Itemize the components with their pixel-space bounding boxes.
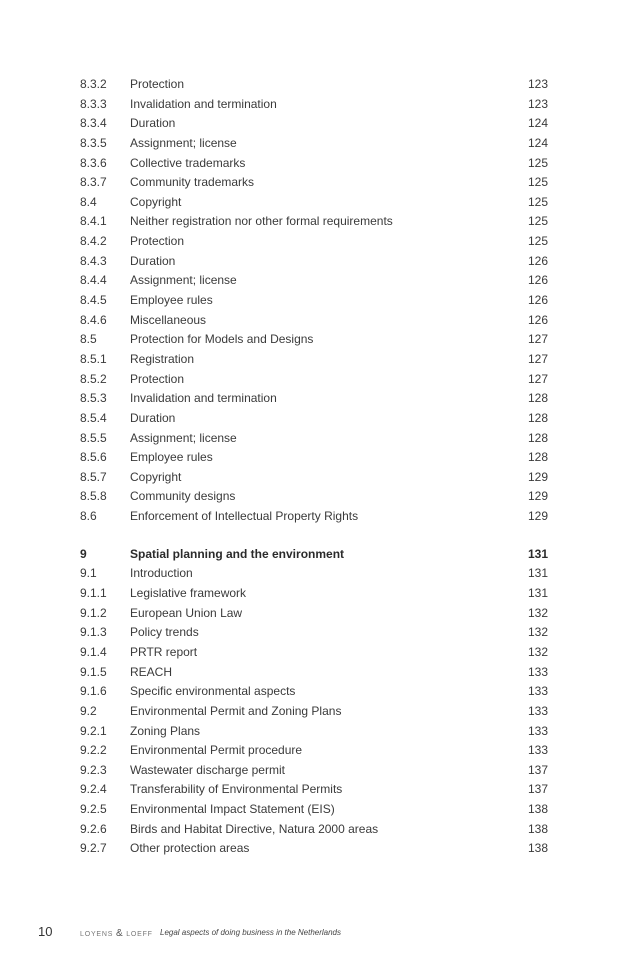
toc-row (0, 350, 638, 370)
toc-row (0, 271, 638, 291)
toc-section-title: Community trademarks (130, 175, 255, 190)
toc-section-number: 9.1 (80, 566, 97, 581)
toc-section-title: Invalidation and termination (130, 391, 277, 406)
toc-row (0, 291, 638, 311)
toc-page-number: 125 (527, 194, 548, 209)
toc-row (0, 702, 638, 722)
toc-row (0, 311, 638, 331)
toc-row (0, 448, 638, 468)
toc-section-title: Introduction (130, 566, 193, 581)
toc-row (0, 409, 638, 429)
toc-section-title: REACH (130, 664, 173, 679)
toc-page-number: 132 (527, 625, 548, 640)
toc-section-number: 9.2.1 (80, 723, 107, 738)
toc-page-number: 129 (527, 509, 548, 524)
toc-section-number: 8.5 (80, 332, 97, 347)
toc-page-number: 128 (527, 410, 548, 425)
toc-section-number: 8.5.6 (80, 450, 107, 465)
toc-section-title: Registration (130, 351, 195, 366)
toc-section-number: 9.2.6 (80, 821, 107, 836)
toc-section-title: Copyright (130, 469, 182, 484)
toc-section-title: PRTR report (130, 644, 198, 659)
toc-row (0, 370, 638, 390)
toc-page-number: 126 (527, 273, 548, 288)
toc-section-number: 9.2 (80, 703, 97, 718)
toc-section-title: Duration (130, 116, 176, 131)
toc-section-title: Miscellaneous (130, 312, 207, 327)
toc-section-number: 8.4.4 (80, 273, 107, 288)
toc-section-title: Copyright (130, 194, 182, 209)
toc-section-title: Environmental Permit procedure (130, 743, 303, 758)
toc-section-title: Neither registration nor other formal requirements (130, 214, 393, 229)
toc-section-number: 8.5.4 (80, 410, 107, 425)
book-title: Legal aspects of doing business in the Netherlands (160, 928, 342, 937)
toc-section-number: 8.4.1 (80, 214, 107, 229)
toc-row (0, 487, 638, 507)
toc-section-title: Enforcement of Intellectual Property Rights (130, 509, 359, 524)
toc-row (0, 429, 638, 449)
page-number: 10 (38, 924, 53, 939)
toc-section-number: 9.1.6 (80, 684, 107, 699)
toc-section-number: 8.4.3 (80, 253, 107, 268)
toc-section-title: Environmental Permit and Zoning Plans (130, 703, 342, 718)
toc-section-title: Community designs (130, 489, 236, 504)
toc-page-number: 125 (527, 214, 548, 229)
toc-row (0, 193, 638, 213)
toc-page-number: 133 (527, 743, 548, 758)
toc-section-number: 9.1.1 (80, 586, 107, 601)
toc-section-title: Protection (130, 371, 185, 386)
toc-page-number: 137 (527, 782, 548, 797)
toc-section-title: Assignment; license (130, 135, 237, 150)
toc-row (0, 95, 638, 115)
toc-section-number: 8.5.2 (80, 371, 107, 386)
table-of-contents (0, 75, 638, 859)
toc-section-title: European Union Law (130, 605, 243, 620)
toc-section-title: Protection (130, 234, 185, 249)
logo-right-text: LOEFF (126, 931, 153, 938)
toc-section-number: 8.5.5 (80, 430, 107, 445)
toc-page-number: 128 (527, 391, 548, 406)
toc-page-number: 138 (527, 841, 548, 856)
toc-row (0, 839, 638, 859)
logo-left-text: LOYENS (80, 931, 114, 938)
toc-row (0, 761, 638, 781)
toc-section-number: 8.4.6 (80, 312, 107, 327)
toc-section-number: 9.2.5 (80, 802, 107, 817)
toc-row (0, 468, 638, 488)
toc-section-title: Specific environmental aspects (130, 684, 296, 699)
toc-row (0, 584, 638, 604)
toc-page-number: 127 (527, 351, 548, 366)
toc-row (0, 212, 638, 232)
toc-section-title: Invalidation and termination (130, 96, 277, 111)
toc-page-number: 126 (527, 312, 548, 327)
toc-section-number: 9.2.3 (80, 762, 107, 777)
toc-section-title: Zoning Plans (130, 723, 201, 738)
toc-page-number: 137 (527, 762, 548, 777)
toc-page-number: 133 (527, 703, 548, 718)
toc-section-number: 9.1.5 (80, 664, 107, 679)
toc-page-number: 125 (527, 155, 548, 170)
toc-page-number: 127 (527, 332, 548, 347)
toc-section-title: Wastewater discharge permit (130, 762, 285, 777)
toc-section-number: 9.2.4 (80, 782, 107, 797)
toc-section-title: Spatial planning and the environment (130, 546, 345, 561)
toc-section-title: Assignment; license (130, 430, 237, 445)
toc-section-number: 9.1.4 (80, 644, 107, 659)
toc-row (0, 564, 638, 584)
toc-section-number: 8.4 (80, 194, 97, 209)
toc-row (0, 232, 638, 252)
toc-section-title: Employee rules (130, 450, 213, 465)
toc-page-number: 124 (527, 116, 548, 131)
toc-row (0, 741, 638, 761)
toc-row (0, 75, 638, 95)
toc-page-number: 125 (527, 175, 548, 190)
toc-section-title: Protection for Models and Designs (130, 332, 314, 347)
toc-section-number: 8.3.4 (80, 116, 107, 131)
toc-page-number: 128 (527, 430, 548, 445)
toc-row (0, 114, 638, 134)
toc-page-number: 124 (527, 135, 548, 150)
toc-section-number: 9.1.2 (80, 605, 107, 620)
toc-page-number: 132 (527, 644, 548, 659)
toc-section-number: 8.5.8 (80, 489, 107, 504)
toc-page-number: 131 (527, 586, 548, 601)
toc-chapter-row (0, 545, 638, 565)
toc-section-title: Policy trends (130, 625, 199, 640)
toc-row (0, 623, 638, 643)
toc-row (0, 722, 638, 742)
toc-row (0, 682, 638, 702)
toc-section-number: 8.5.7 (80, 469, 107, 484)
toc-page-number: 133 (527, 684, 548, 699)
toc-section-title: Legislative framework (130, 586, 247, 601)
logo-ampersand: & (115, 928, 124, 939)
toc-row (0, 389, 638, 409)
toc-row (0, 507, 638, 527)
toc-row (0, 800, 638, 820)
toc-section-number: 9.2.2 (80, 743, 107, 758)
toc-section-number: 8.3.2 (80, 77, 107, 91)
toc-section-number: 9 (80, 546, 87, 561)
toc-section-number: 9.2.7 (80, 841, 107, 856)
toc-section-title: Duration (130, 253, 176, 268)
toc-section-title: Duration (130, 410, 176, 425)
toc-section-number: 8.3.6 (80, 155, 107, 170)
toc-section-title: Protection (130, 77, 185, 91)
toc-page-number: 131 (527, 546, 548, 561)
publisher-logo (80, 928, 153, 939)
toc-row (0, 780, 638, 800)
toc-page-number: 133 (527, 723, 548, 738)
toc-section-title: Assignment; license (130, 273, 237, 288)
toc-section-number: 8.5.3 (80, 391, 107, 406)
toc-section-title: Employee rules (130, 293, 213, 308)
toc-page-number: 123 (527, 96, 548, 111)
toc-row (0, 252, 638, 272)
toc-section-number: 8.4.2 (80, 234, 107, 249)
toc-section-title: Other protection areas (130, 841, 250, 856)
toc-page-number: 125 (527, 234, 548, 249)
toc-section-title: Collective trademarks (130, 155, 246, 170)
toc-page-number: 129 (527, 469, 548, 484)
toc-page-number: 126 (527, 253, 548, 268)
toc-section-title: Environmental Impact Statement (EIS) (130, 802, 335, 817)
toc-section-number: 8.6 (80, 509, 97, 524)
toc-page-number: 131 (527, 566, 548, 581)
toc-page-number: 129 (527, 489, 548, 504)
toc-section-number: 8.3.5 (80, 135, 107, 150)
toc-page-number: 126 (527, 293, 548, 308)
toc-row (0, 663, 638, 683)
toc-row (0, 643, 638, 663)
toc-row (0, 330, 638, 350)
toc-section-title: Birds and Habitat Directive, Natura 2000 areas (130, 821, 379, 836)
toc-row (0, 820, 638, 840)
toc-row (0, 173, 638, 193)
toc-page-number: 138 (527, 802, 548, 817)
page-footer (0, 924, 638, 944)
toc-page-number: 123 (527, 77, 548, 91)
toc-page-number: 132 (527, 605, 548, 620)
toc-page-number: 133 (527, 664, 548, 679)
toc-page-number: 128 (527, 450, 548, 465)
toc-section-title: Transferability of Environmental Permits (130, 782, 343, 797)
toc-section-number: 9.1.3 (80, 625, 107, 640)
toc-section-number: 8.4.5 (80, 293, 107, 308)
toc-row (0, 134, 638, 154)
toc-row (0, 604, 638, 624)
toc-row (0, 154, 638, 174)
toc-section-number: 8.3.7 (80, 175, 107, 190)
toc-page-number: 127 (527, 371, 548, 386)
toc-section-number: 8.3.3 (80, 96, 107, 111)
toc-page-number: 138 (527, 821, 548, 836)
toc-section-number: 8.5.1 (80, 351, 107, 366)
